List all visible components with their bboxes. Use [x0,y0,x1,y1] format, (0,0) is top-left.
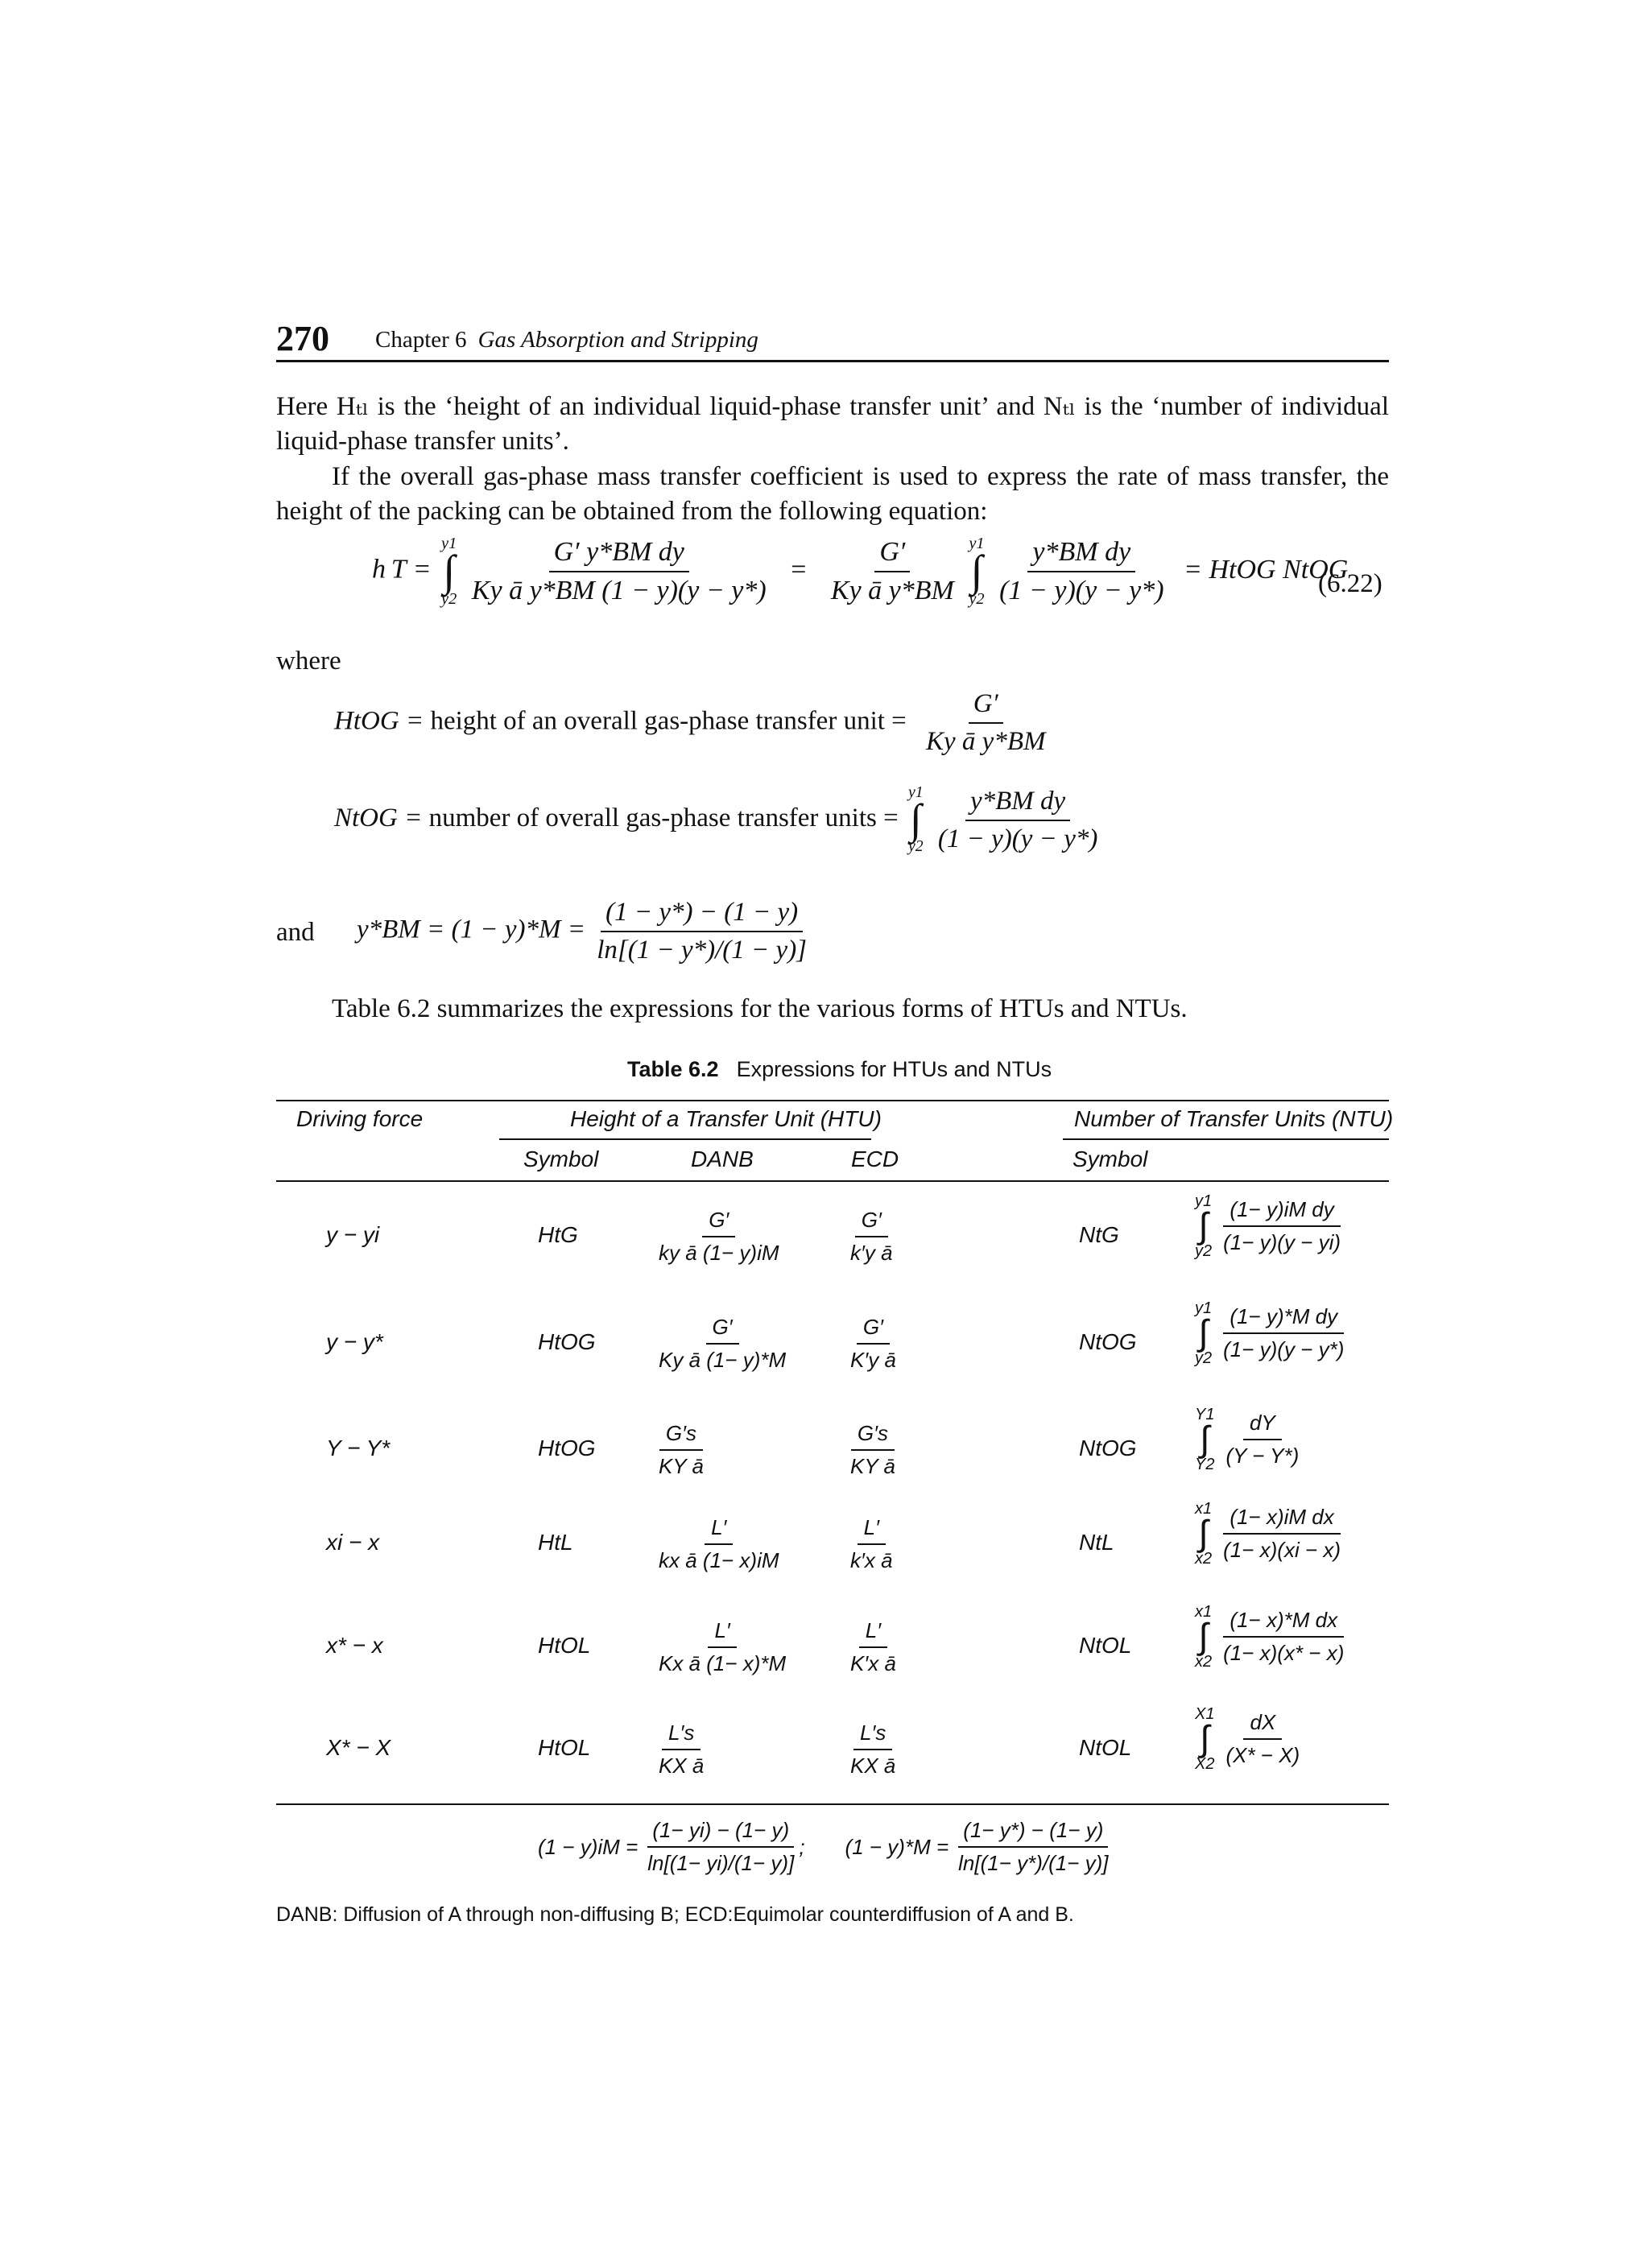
equation-number: (6.22) [1318,569,1382,598]
header-symbol-ntu: Symbol [1072,1146,1148,1171]
driving-force-cell: Y − Y* [326,1436,391,1460]
table-header-rule [276,1180,1389,1182]
ntu-symbol-cell: NtL [1079,1530,1114,1555]
eq-fraction-2: $\frac{G'}{\text{Ky ā y*BM}}$ [830,536,954,605]
htog-definition: HtOG = height of an overall gas-phase transfer unit = $\frac{G'}{\text{Ky ā y*BM}}$ [334,689,1046,756]
running-header [375,327,758,353]
ntu-symbol-cell: NtOG [1079,1329,1137,1354]
danb-expression: $\frac{L's}{\text{KX ā}}$ [659,1721,705,1778]
ntu-symbol-cell: NtOL [1079,1633,1132,1658]
ybm-definition: y*BM = (1 − y)*M = $\frac{(1 - y*) - (1 - y)}{\ln[(1 - y*)/(1 - y)]}$ [357,898,808,965]
integral-sign: X1 ∫ X2 [1195,1705,1215,1773]
htu-symbol-cell: HtOL [538,1735,591,1760]
where-label: where [276,647,341,675]
htu-span-rule [499,1138,871,1140]
ntu-integral: y1 ∫ y2 $\frac{\text{(1− y)*M dy}}{(1- y)(y - y*)}$ [1195,1299,1345,1367]
equation-6-22: h T = y1 ∫ y2 $\frac{\text{G′ y*BM dy}}{\text{Ky ā y*BM (1 − y)(y − y*)}}$ = $\frac{G'}{\text{Ky ā y*BM}}$ y1 ∫ y2 $\frac{\text{y*BM dy}}{(1 - y)(y - y*)}$ = HtOG NtOG [372,535,1349,609]
chapter-title: Gas Absorption and Stripping [477,327,758,353]
ecd-expression: $\frac{G'}{\text{k′y ā}}$ [850,1208,893,1265]
paragraph-3: Table 6.2 summarizes the expressions for the various forms of HTUs and NTUs. [332,994,1188,1023]
danb-expression: $\frac{G'}{\text{ky ā (1− y)iM}}$ [659,1208,779,1265]
paragraph-1: Here Hₜₗ is the ‘height of an individual liquid-phase transfer unit’ and Nₜₗ is the ‘number of individual liquid-phase transfer units’. [276,392,1389,456]
eq-rhs: = HtOG NtOG [1184,554,1349,585]
ntu-integral: X1 ∫ X2 $\frac{dX}{(X* - X)}$ [1195,1705,1300,1773]
danb-expression: $\frac{G's}{\text{KY ā}}$ [659,1421,704,1478]
table-top-rule [276,1100,1389,1101]
ecd-expression: $\frac{G'}{\text{K′y ā}}$ [850,1315,896,1372]
header-symbol: Symbol [523,1146,599,1171]
driving-force-cell: y − y* [326,1329,383,1354]
ecd-expression: $\frac{L's}{\text{KX ā}}$ [850,1721,896,1778]
eq-lhs: h T = [372,554,432,585]
htu-symbol-cell: HtG [538,1222,578,1247]
header-ecd: ECD [851,1146,899,1171]
driving-force-cell: x* − x [326,1633,383,1658]
paragraph-2: If the overall gas-phase mass transfer coefficient is used to express the rate of mass transfer, the height of the packing can be obtained from the following equation: [276,462,1389,526]
htu-symbol-cell: HtOL [538,1633,591,1658]
header-danb: DANB [691,1146,754,1171]
ntu-integral: Y1 ∫ Y2 $\frac{dY}{(Y - Y*)}$ [1195,1406,1300,1473]
page-number: 270 [276,319,329,358]
ecd-expression: $\frac{L'}{\text{k′x ā}}$ [850,1515,893,1572]
header-ntu: Number of Transfer Units (NTU) [1074,1106,1394,1131]
header-rule [276,360,1389,362]
integral-sign: y1 ∫ y2 [969,535,985,609]
ntu-integral: x1 ∫ x2 $\frac{\text{(1− x)*M dx}}{(1- x)(x* - x)}$ [1195,1603,1345,1671]
driving-force-cell: y − yi [326,1222,380,1247]
table-bottom-rule [276,1803,1389,1805]
ntog-definition: NtOG = number of overall gas-phase transfer units = y1 ∫ y2 $\frac{\text{y*BM dy}}{(1 - y)(y - y*)}$ [334,783,1098,856]
ntu-integral: y1 ∫ y2 $\frac{\text{(1− y)iM dy}}{(1- y)(y - yi)}$ [1195,1192,1341,1260]
chapter-label: Chapter 6 [375,327,467,353]
integral-sign: y1 ∫ y2 [1195,1192,1213,1260]
and-label: and [276,918,315,947]
eq-fraction-1: $\frac{\text{G′ y*BM dy}}{\text{Ky ā y*BM (1 − y)(y − y*)}}$ [471,536,767,605]
danb-expression: $\frac{L'}{\text{kx ā (1− x)iM}}$ [659,1515,779,1572]
danb-expression: $\frac{G'}{\text{Ky ā (1− y)*M}}$ [659,1315,787,1372]
ntu-symbol-cell: NtOG [1079,1436,1137,1460]
table-footnote-formulas: (1 − y)iM = $\frac{(1- yi) - (1- y)}{\ln[(1- yi)/(1- y)]}$ ; (1 − y)*M = $\frac{(1- y*) - (1- y)}{\ln[(1- y*)/(1- y)]}$ [538,1818,1109,1875]
table-caption: Table 6.2 Expressions for HTUs and NTUs [627,1057,1052,1081]
driving-force-cell: xi − x [326,1530,380,1555]
htu-symbol-cell: HtOG [538,1436,596,1460]
ntu-symbol-cell: NtOL [1079,1735,1132,1760]
table-note: DANB: Diffusion of A through non-diffusing B; ECD:Equimolar counterdiffusion of A and B. [276,1903,1074,1926]
danb-expression: $\frac{L'}{\text{Kx ā (1− x)*M}}$ [659,1618,787,1675]
integral-sign: y1 ∫ y2 [441,535,457,609]
header-htu: Height of a Transfer Unit (HTU) [570,1106,882,1131]
integral-sign: Y1 ∫ Y2 [1195,1406,1215,1473]
eq-fraction-3: $\frac{\text{y*BM dy}}{(1 - y)(y - y*)}$ [999,536,1164,605]
integral-sign: y1 ∫ y2 [1195,1299,1213,1367]
header-driving-force: Driving force [296,1106,424,1131]
ntu-span-rule [1063,1138,1389,1140]
ecd-expression: $\frac{L'}{\text{K′x ā}}$ [850,1618,896,1675]
ntu-symbol-cell: NtG [1079,1222,1119,1247]
htu-symbol-cell: HtOG [538,1329,596,1354]
htu-symbol-cell: HtL [538,1530,573,1555]
ecd-expression: $\frac{G's}{\text{KY ā}}$ [850,1421,895,1478]
integral-sign: x1 ∫ x2 [1195,1500,1213,1568]
ntu-integral: x1 ∫ x2 $\frac{\text{(1− x)iM dx}}{(1- x)(xi - x)}$ [1195,1500,1341,1568]
driving-force-cell: X* − X [326,1735,391,1760]
integral-sign: x1 ∫ x2 [1195,1603,1213,1671]
